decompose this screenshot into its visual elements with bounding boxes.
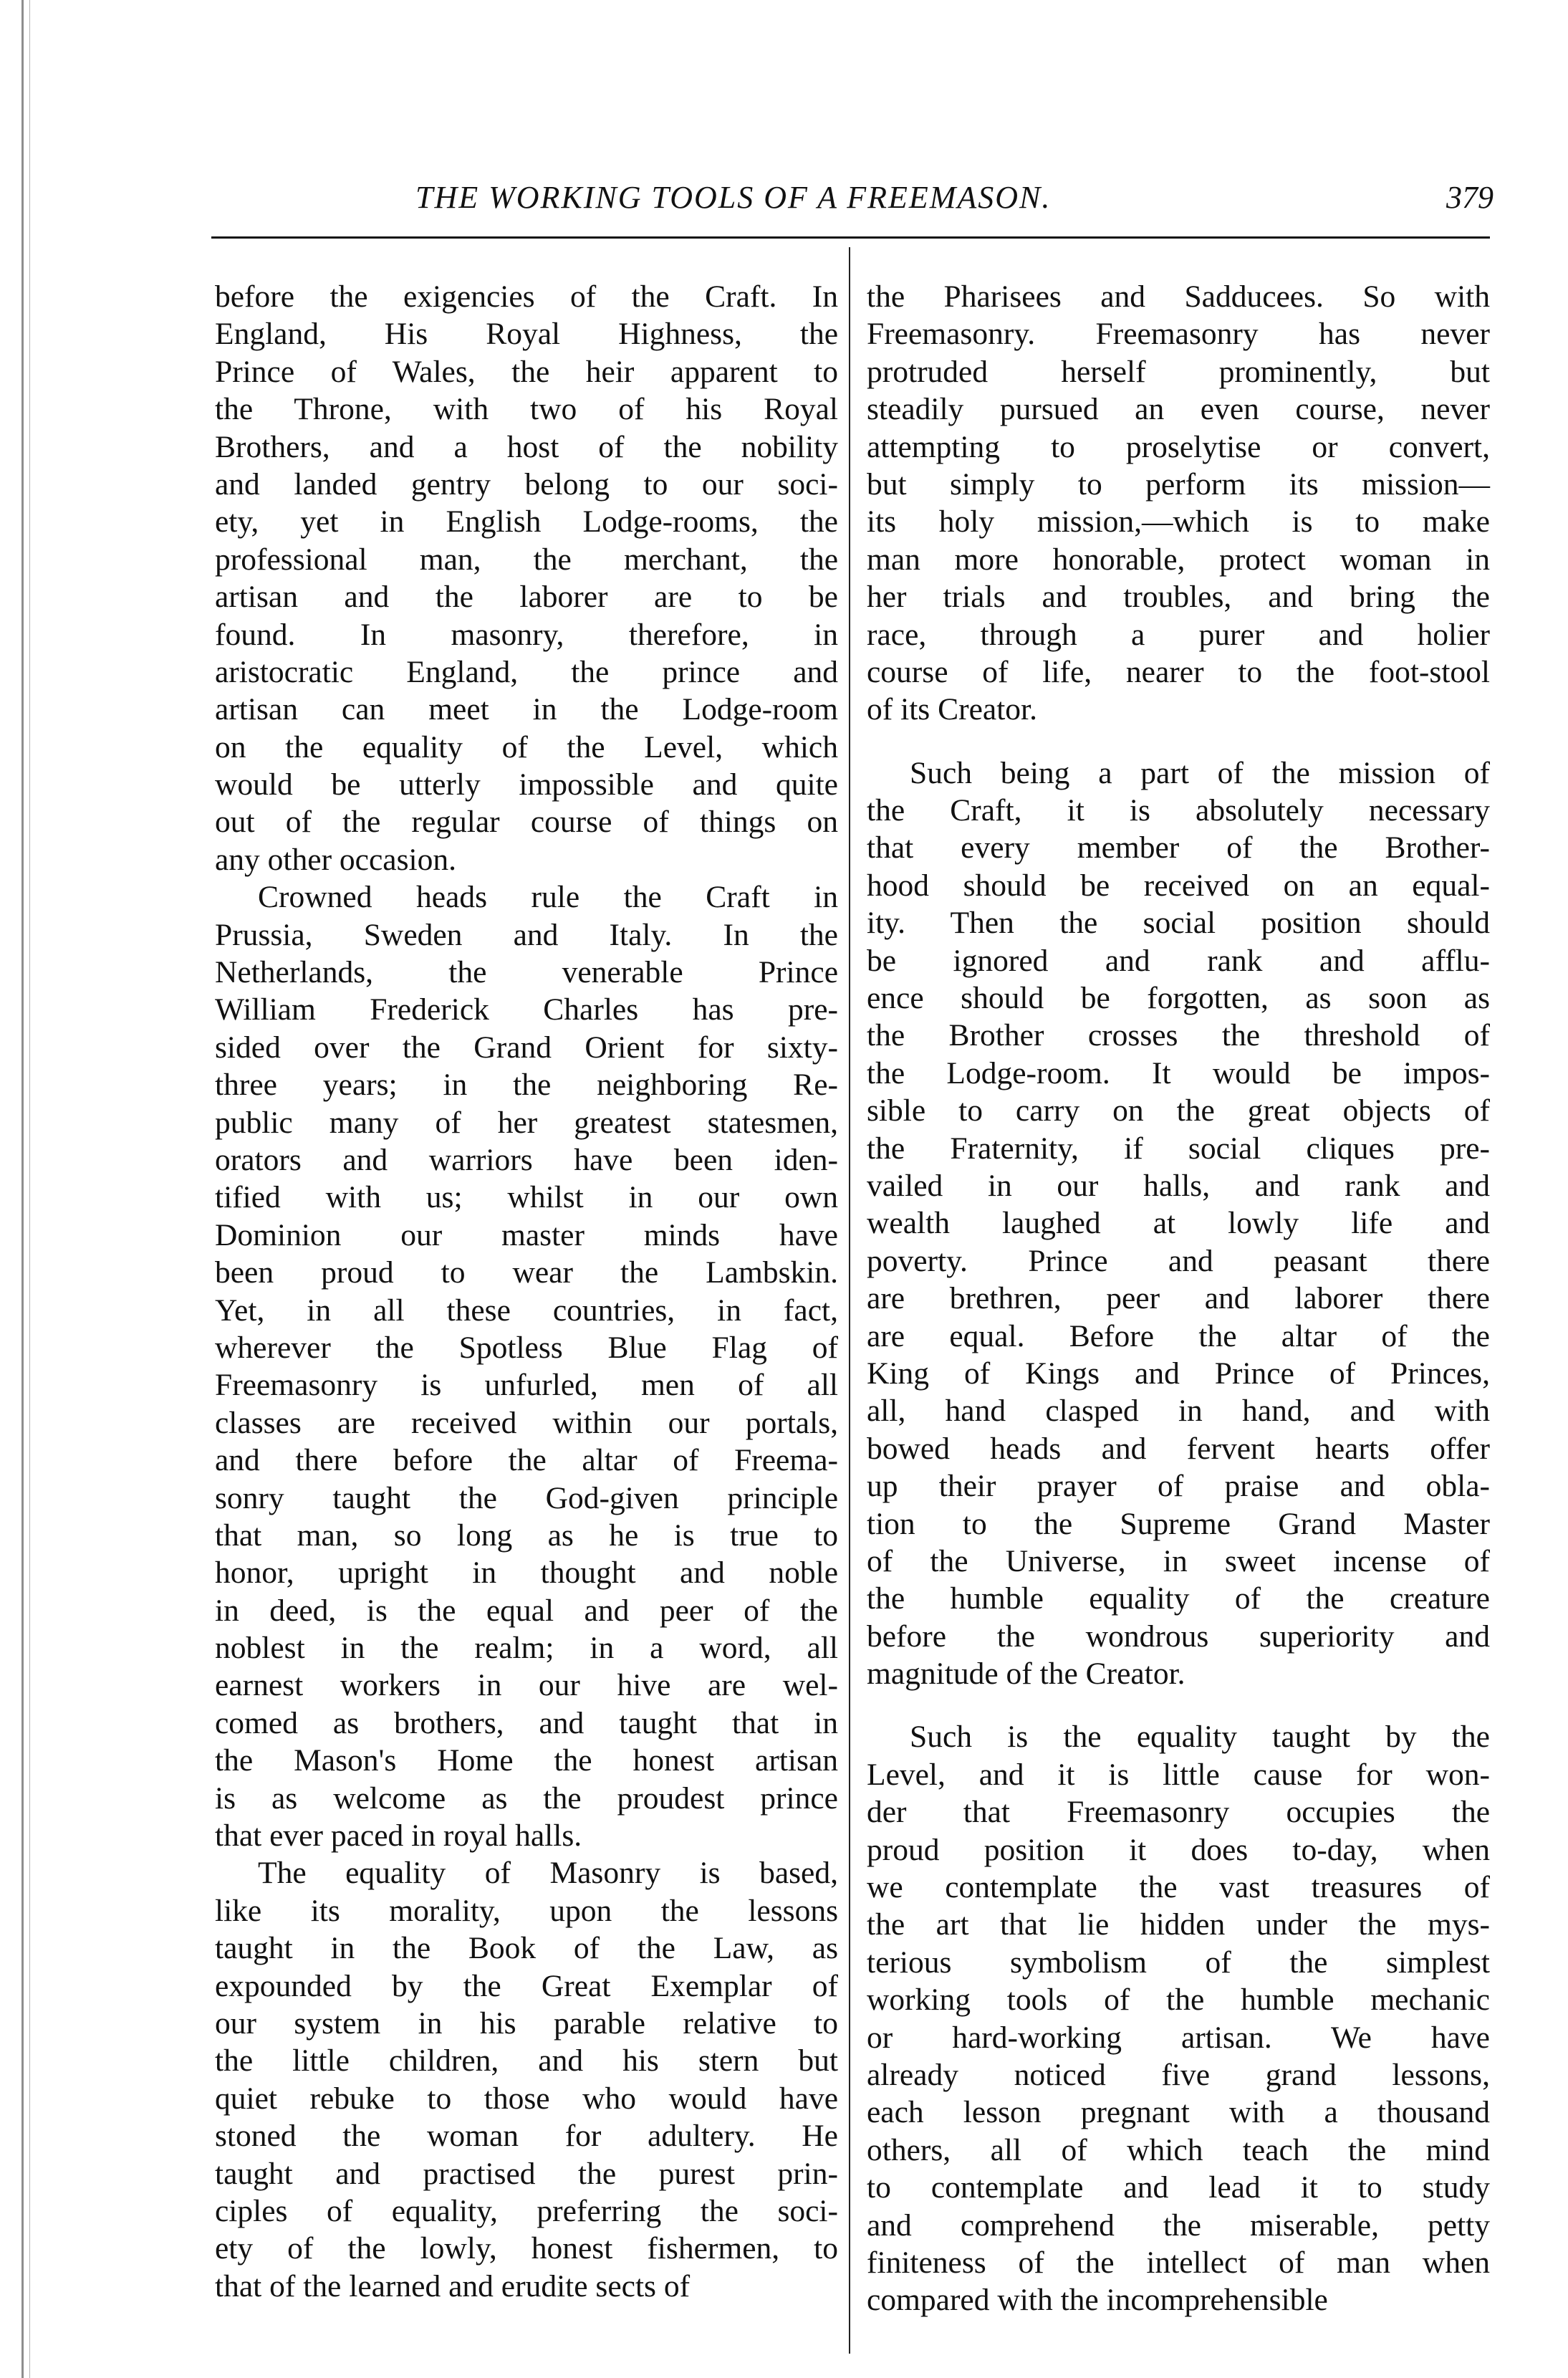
text-line: Level, and it is little cause for won- xyxy=(867,1757,1490,1792)
text-line: we contemplate the vast treasures of xyxy=(867,1870,1490,1905)
text-line: working tools of the humble mechanic xyxy=(867,1983,1490,2018)
text-line: are brethren, peer and laborer there xyxy=(867,1281,1490,1316)
text-line: bowed heads and fervent hearts offer xyxy=(867,1431,1490,1466)
running-title: THE WORKING TOOLS OF A FREEMASON. xyxy=(415,180,1052,215)
text-line: Netherlands, the venerable Prince xyxy=(215,955,838,990)
text-line: stoned the woman for adultery. He xyxy=(215,2119,838,2154)
text-line: and there before the altar of Freema- xyxy=(215,1443,838,1478)
text-line: steadily pursued an even course, never xyxy=(867,392,1490,427)
text-line: that ever paced in royal halls. xyxy=(215,1818,582,1854)
text-line: noblest in the realm; in a word, all xyxy=(215,1631,838,1666)
text-line: compared with the incomprehensible xyxy=(867,2283,1328,2318)
text-line: the Craft, it is absolutely necessary xyxy=(867,793,1490,828)
text-line: already noticed five grand lessons, xyxy=(867,2057,1490,2092)
text-line: William Frederick Charles has pre- xyxy=(215,992,838,1027)
text-line: tified with us; whilst in our own xyxy=(215,1180,838,1215)
text-line: Prussia, Sweden and Italy. In the xyxy=(215,917,838,952)
text-line: each lesson pregnant with a thousand xyxy=(867,2095,1490,2130)
text-line: that of the learned and erudite sects of xyxy=(215,2268,691,2303)
text-line: the humble equality of the creature xyxy=(867,1581,1490,1616)
text-line: The equality of Masonry is based, xyxy=(258,1856,838,1891)
text-line: hood should be received on an equal- xyxy=(867,868,1490,903)
text-line: attempting to proselytise or convert, xyxy=(867,429,1490,464)
text-line: expounded by the Great Exemplar of xyxy=(215,1968,838,2003)
text-line: taught and practised the purest prin- xyxy=(215,2156,838,2191)
text-line: or hard-working artisan. We have xyxy=(867,2020,1490,2055)
text-line: aristocratic England, the prince and xyxy=(215,654,838,689)
page-number: 379 xyxy=(1446,180,1494,215)
text-line: all, hand clasped in hand, and with xyxy=(867,1394,1490,1429)
text-line: and landed gentry belong to our soci- xyxy=(215,466,838,502)
page-header xyxy=(211,179,1494,222)
text-line: protruded herself prominently, but xyxy=(867,354,1490,389)
text-line: the Lodge-room. It would be impos- xyxy=(867,1055,1490,1090)
text-line: quiet rebuke to those who would have xyxy=(215,2081,838,2116)
text-line: the little children, and his stern but xyxy=(215,2043,838,2079)
text-line: our system in his parable relative to xyxy=(215,2005,838,2041)
text-line: Such being a part of the mission of xyxy=(910,755,1490,790)
text-line: up their prayer of praise and obla- xyxy=(867,1469,1490,1504)
text-line: on the equality of the Level, which xyxy=(215,729,838,764)
text-line: magnitude of the Creator. xyxy=(867,1657,1185,1692)
text-line: Brothers, and a host of the nobility xyxy=(215,429,838,464)
text-line: artisan can meet in the Lodge-room xyxy=(215,692,838,727)
text-line: that every member of the Brother- xyxy=(867,830,1490,866)
text-line: but simply to perform its mission— xyxy=(867,466,1490,502)
column-divider xyxy=(849,247,850,2354)
text-line: its holy mission,—which is to make xyxy=(867,504,1490,540)
text-line: be ignored and rank and afflu- xyxy=(867,943,1490,978)
text-line: the Brother crosses the threshold of xyxy=(867,1018,1490,1053)
text-line: sided over the Grand Orient for sixty- xyxy=(215,1030,838,1065)
left-column xyxy=(215,278,838,2305)
text-line: terious symbolism of the simplest xyxy=(867,1945,1490,1980)
text-line: in deed, is the equal and peer of the xyxy=(215,1593,838,1628)
text-line: finiteness of the intellect of man when xyxy=(867,2245,1490,2280)
text-line: professional man, the merchant, the xyxy=(215,542,838,577)
text-line: any other occasion. xyxy=(215,842,456,877)
text-line: poverty. Prince and peasant there xyxy=(867,1243,1490,1278)
text-line: found. In masonry, therefore, in xyxy=(215,617,838,652)
text-line: to contemplate and lead it to study xyxy=(867,2170,1490,2205)
text-line: artisan and the laborer are to be xyxy=(215,580,838,615)
text-line: public many of her greatest statesmen, xyxy=(215,1105,838,1140)
text-line: ety, yet in English Lodge-rooms, the xyxy=(215,504,838,540)
text-line: like its morality, upon the lessons xyxy=(215,1893,838,1928)
text-line: the art that lie hidden under the mys- xyxy=(867,1907,1490,1942)
text-line: the Throne, with two of his Royal xyxy=(215,392,838,427)
text-line: her trials and troubles, and bring the xyxy=(867,580,1490,615)
text-line: orators and warriors have been iden- xyxy=(215,1142,838,1177)
text-line: wealth laughed at lowly life and xyxy=(867,1206,1490,1241)
text-line: England, His Royal Highness, the xyxy=(215,317,838,352)
text-line: ence should be forgotten, as soon as xyxy=(867,981,1490,1016)
text-line: race, through a purer and holier xyxy=(867,617,1490,652)
text-line: earnest workers in our hive are wel- xyxy=(215,1668,838,1703)
text-line: of its Creator. xyxy=(867,692,1037,727)
text-line: others, all of which teach the mind xyxy=(867,2132,1490,2167)
text-line: comed as brothers, and taught that in xyxy=(215,1705,838,1740)
text-line: and comprehend the miserable, petty xyxy=(867,2207,1490,2243)
text-line: that man, so long as he is true to xyxy=(215,1518,838,1553)
text-line: man more honorable, protect woman in xyxy=(867,542,1490,577)
text-line: Prince of Wales, the heir apparent to xyxy=(215,354,838,389)
text-line: the Pharisees and Sadducees. So with xyxy=(867,279,1490,314)
paragraph-gap xyxy=(867,729,1490,754)
text-line: are equal. Before the altar of the xyxy=(867,1318,1490,1353)
text-line: ity. Then the social position should xyxy=(867,906,1490,941)
header-rule xyxy=(211,236,1490,239)
text-line: would be utterly impossible and quite xyxy=(215,767,838,802)
text-line: before the wondrous superiority and xyxy=(867,1619,1490,1654)
right-column xyxy=(867,278,1490,2319)
text-line: proud position it does to-day, when xyxy=(867,1832,1490,1867)
text-line: of the Universe, in sweet incense of xyxy=(867,1543,1490,1578)
text-line: been proud to wear the Lambskin. xyxy=(215,1255,838,1290)
text-line: taught in the Book of the Law, as xyxy=(215,1931,838,1966)
text-line: Freemasonry. Freemasonry has never xyxy=(867,317,1490,352)
text-line: classes are received within our portals, xyxy=(215,1405,838,1440)
text-line: the Fraternity, if social cliques pre- xyxy=(867,1131,1490,1166)
text-line: honor, upright in thought and noble xyxy=(215,1555,838,1591)
text-line: course of life, nearer to the foot-stool xyxy=(867,654,1490,689)
text-line: der that Freemasonry occupies the xyxy=(867,1795,1490,1830)
text-line: Such is the equality taught by the xyxy=(910,1720,1490,1755)
text-line: Dominion our master minds have xyxy=(215,1217,838,1252)
text-line: sonry taught the God-given principle xyxy=(215,1480,838,1515)
text-line: tion to the Supreme Grand Master xyxy=(867,1506,1490,1541)
text-line: the Mason's Home the honest artisan xyxy=(215,1743,838,1778)
text-line: sible to carry on the great objects of xyxy=(867,1093,1490,1128)
text-line: King of Kings and Prince of Princes, xyxy=(867,1356,1490,1391)
page-binding-edge xyxy=(21,0,30,2378)
text-line: Crowned heads rule the Craft in xyxy=(258,880,838,915)
text-line: vailed in our halls, and rank and xyxy=(867,1168,1490,1203)
text-line: is as welcome as the proudest prince xyxy=(215,1780,838,1816)
text-line: Freemasonry is unfurled, men of all xyxy=(215,1368,838,1403)
text-line: wherever the Spotless Blue Flag of xyxy=(215,1330,838,1365)
text-line: out of the regular course of things on xyxy=(215,805,838,840)
paragraph-gap xyxy=(867,1692,1490,1718)
text-line: before the exigencies of the Craft. In xyxy=(215,279,838,314)
text-line: three years; in the neighboring Re- xyxy=(215,1068,838,1103)
text-line: ciples of equality, preferring the soci- xyxy=(215,2193,838,2228)
text-line: Yet, in all these countries, in fact, xyxy=(215,1293,838,1328)
text-line: ety of the lowly, honest fishermen, to xyxy=(215,2231,838,2266)
